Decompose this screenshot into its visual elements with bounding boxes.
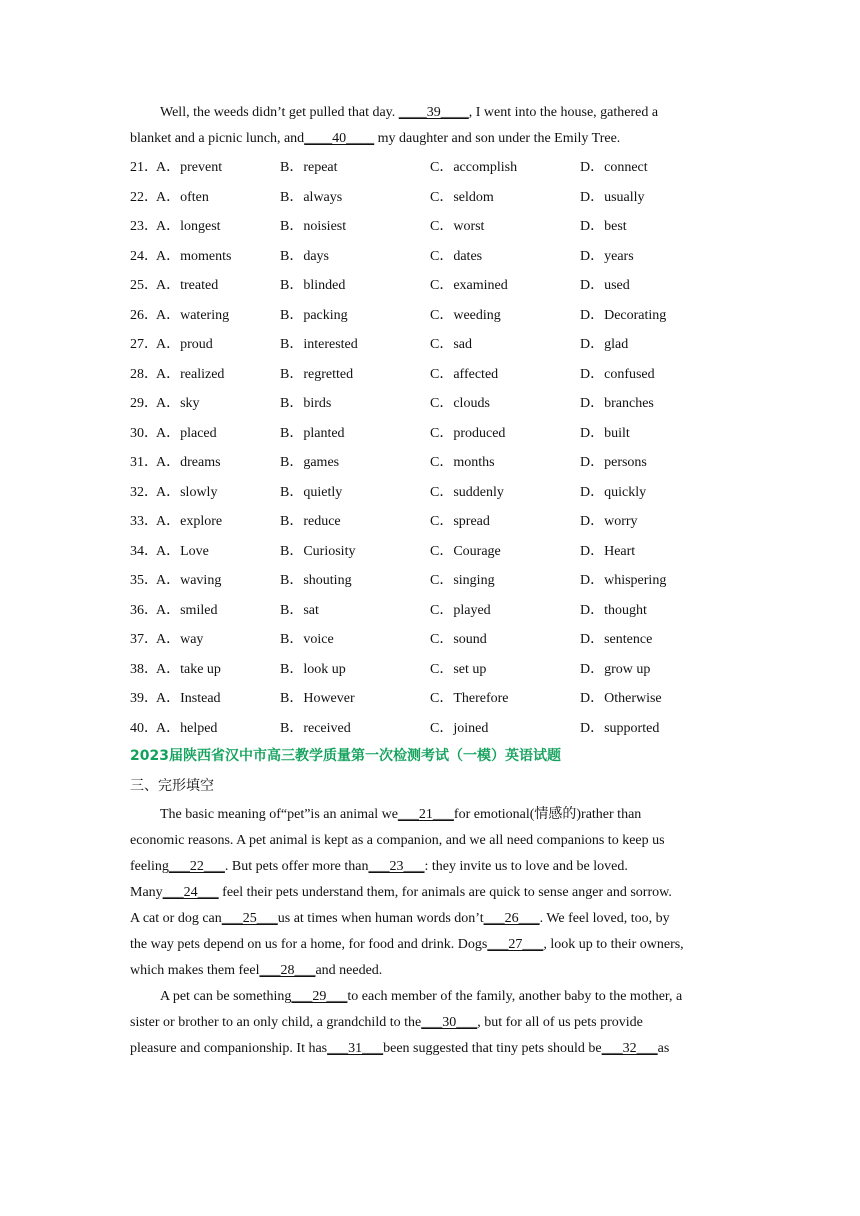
blank-27: ___27___ (487, 937, 544, 952)
option-row (130, 153, 730, 183)
option-c: C．dates (430, 248, 483, 264)
option-a: A．longest (156, 219, 221, 234)
text-span: , look up to their owners, (543, 937, 684, 952)
text-span: been suggested that tiny pets should be (383, 1041, 602, 1056)
blank-22: ___22___ (168, 859, 225, 874)
option-d: D．years (580, 248, 634, 264)
blank-28: ___28___ (259, 963, 316, 978)
option-c: C．suddenly (430, 484, 504, 500)
text-span: the way pets depend on us for a home, for food and drink. Dogs (130, 937, 488, 952)
option-c: C．sad (430, 337, 472, 352)
option-row (130, 448, 730, 478)
passage-line (130, 1036, 732, 1062)
option-c: C．played (430, 602, 491, 618)
option-a: A．explore (156, 514, 223, 529)
paragraph-line (130, 100, 732, 126)
option-row (130, 714, 730, 744)
option-row (130, 655, 730, 685)
question-number: 21． (130, 160, 158, 175)
option-c: C．months (430, 455, 495, 470)
option-d: D．usually (580, 189, 645, 205)
option-row (130, 242, 730, 272)
option-d: D．whispering (580, 573, 667, 588)
question-number: 40． (130, 720, 158, 736)
passage-line (130, 854, 732, 880)
option-a: A．smiled (156, 602, 218, 618)
passage-line (130, 984, 732, 1010)
blank-30: ___30___ (421, 1015, 478, 1030)
text-span: The basic meaning of“pet”is an animal we (160, 807, 398, 822)
option-b: B．However (280, 691, 355, 706)
option-row (130, 183, 730, 213)
text-span: as (657, 1041, 670, 1056)
option-a: A．treated (156, 278, 219, 293)
text-span: for emotional(情感的)rather than (453, 807, 642, 822)
option-c: C．set up (430, 661, 487, 677)
option-a: A．helped (156, 720, 218, 736)
option-b: B．games (280, 455, 340, 470)
blank-26: ___26___ (483, 911, 540, 926)
text-span: blanket and a picnic lunch, and (130, 131, 305, 146)
option-b: B．voice (280, 632, 334, 647)
question-number: 32． (130, 484, 158, 500)
option-d: D．Heart (580, 543, 636, 559)
option-c: C．joined (430, 720, 489, 736)
option-row (130, 330, 730, 360)
question-number: 29． (130, 396, 158, 411)
option-a: A．prevent (156, 160, 223, 175)
option-b: B．blinded (280, 278, 346, 293)
passage-line (130, 880, 732, 906)
option-row (130, 566, 730, 596)
blank-39: ____39____ (398, 105, 469, 120)
option-a: A．take up (156, 661, 221, 677)
text-span: Many (130, 885, 163, 900)
option-c: C．spread (430, 514, 490, 529)
option-d: D．supported (580, 720, 660, 736)
option-a: A．realized (156, 366, 225, 382)
option-d: D．worry (580, 514, 638, 529)
option-b: B．quietly (280, 484, 343, 500)
passage-line (130, 828, 732, 854)
option-row (130, 212, 730, 242)
option-c: C．accomplish (430, 160, 518, 175)
text-span: A cat or dog can (130, 911, 222, 926)
text-span: : they invite us to love and be loved. (424, 859, 628, 874)
option-b: B．planted (280, 425, 345, 441)
text-span: , but for all of us pets provide (477, 1015, 643, 1030)
text-span: feeling (130, 859, 169, 874)
question-number: 36． (130, 602, 158, 618)
cloze-passage (130, 802, 732, 1062)
option-d: D．best (580, 219, 627, 234)
top-paragraph (130, 100, 732, 152)
question-number: 35． (130, 573, 158, 588)
passage-line (130, 932, 732, 958)
text-span: and needed. (315, 963, 383, 978)
question-number: 22． (130, 189, 158, 205)
blank-25: ___25___ (221, 911, 278, 926)
option-c: C．affected (430, 366, 499, 382)
blank-31: ___31___ (327, 1041, 384, 1056)
option-row (130, 596, 730, 626)
question-number: 28． (130, 366, 158, 382)
option-a: A．slowly (156, 484, 218, 500)
option-d: D．grow up (580, 661, 651, 677)
option-c: C．clouds (430, 396, 490, 411)
option-b: B．days (280, 248, 329, 264)
option-row (130, 625, 730, 655)
text-span: to each member of the family, another baby to the mother, a (347, 989, 683, 1004)
question-number: 27． (130, 337, 158, 352)
option-c: C．Courage (430, 543, 501, 559)
option-b: B．always (280, 189, 343, 205)
text-span: . We feel loved, too, by (539, 911, 670, 926)
option-row (130, 360, 730, 390)
text-span: my daughter and son under the Emily Tree. (374, 131, 621, 146)
passage-line (130, 1010, 732, 1036)
option-b: B．shouting (280, 573, 352, 588)
option-b: B．sat (280, 602, 319, 618)
text-span: . But pets offer more than (224, 859, 369, 874)
question-number: 39． (130, 691, 158, 706)
option-a: A．proud (156, 337, 213, 352)
text-span: sister or brother to an only child, a grandchild to the (130, 1015, 422, 1030)
option-c: C．worst (430, 219, 485, 234)
question-number: 38． (130, 661, 158, 677)
option-d: D．built (580, 425, 630, 441)
option-d: D．sentence (580, 632, 653, 647)
option-d: D．confused (580, 366, 655, 382)
option-b: B．packing (280, 307, 348, 323)
text-span: us at times when human words don’t (277, 911, 484, 926)
text-span: which makes them feel (130, 963, 260, 978)
option-d: D．used (580, 278, 630, 293)
text-span: Well, the weeds didn’t get pulled that day. (160, 105, 399, 120)
option-c: C．produced (430, 425, 506, 441)
passage-line (130, 802, 732, 828)
option-a: A．watering (156, 307, 230, 323)
paragraph-line (130, 126, 732, 152)
blank-32: ___32___ (601, 1041, 658, 1056)
text-span: feel their pets understand them, for animals are quick to sense anger and sorrow. (218, 885, 672, 900)
option-row (130, 271, 730, 301)
option-c: C．examined (430, 278, 508, 293)
option-row (130, 389, 730, 419)
option-a: A．moments (156, 248, 232, 264)
text-span: pleasure and companionship. It has (130, 1041, 328, 1056)
option-row (130, 507, 730, 537)
question-number: 30． (130, 425, 158, 441)
option-c: C．singing (430, 573, 495, 588)
exam-title: 2023届陕西省汉中市高三教学质量第一次检测考试（一模）英语试题 (130, 748, 561, 764)
option-c: C．sound (430, 632, 487, 647)
passage-line (130, 958, 732, 984)
blank-29: ___29___ (291, 989, 348, 1004)
option-d: D．thought (580, 602, 647, 618)
option-row (130, 419, 730, 449)
option-b: B．reduce (280, 514, 341, 529)
option-b: B．interested (280, 337, 358, 352)
question-number: 34． (130, 543, 158, 559)
option-b: B．repeat (280, 160, 338, 175)
option-d: D．connect (580, 160, 648, 175)
option-d: D．branches (580, 396, 654, 411)
option-a: A．often (156, 189, 209, 205)
question-number: 26． (130, 307, 158, 323)
option-b: B．noisiest (280, 219, 347, 234)
option-b: B．birds (280, 396, 332, 411)
question-number: 33． (130, 514, 158, 529)
option-a: A．sky (156, 396, 200, 411)
option-row (130, 537, 730, 567)
option-row (130, 301, 730, 331)
option-row (130, 684, 730, 714)
option-c: C．Therefore (430, 691, 509, 706)
text-span: A pet can be something (160, 989, 292, 1004)
question-number: 23． (130, 219, 158, 234)
options-list (130, 153, 730, 743)
option-a: A．way (156, 632, 204, 647)
blank-24: ___24___ (162, 885, 219, 900)
question-number: 37． (130, 632, 158, 647)
option-a: A．placed (156, 425, 217, 441)
option-b: B．regretted (280, 366, 354, 382)
option-a: A．waving (156, 573, 222, 588)
option-a: A．Instead (156, 691, 221, 706)
question-number: 25． (130, 278, 158, 293)
text-span: economic reasons. A pet animal is kept as a companion, and we all need companions to keep us (130, 833, 665, 848)
option-c: C．seldom (430, 189, 494, 205)
option-b: B．look up (280, 661, 346, 677)
option-b: B．Curiosity (280, 543, 356, 559)
option-b: B．received (280, 720, 351, 736)
text-span: , I went into the house, gathered a (468, 105, 659, 120)
option-a: A．dreams (156, 455, 221, 470)
option-d: D．Otherwise (580, 691, 662, 706)
option-a: A．Love (156, 543, 209, 559)
option-d: D．quickly (580, 484, 647, 500)
passage-line (130, 906, 732, 932)
option-c: C．weeding (430, 307, 501, 323)
section-heading: 三、完形填空 (130, 778, 214, 794)
option-d: D．persons (580, 455, 647, 470)
option-d: D．glad (580, 337, 629, 352)
blank-21: ___21___ (397, 807, 454, 822)
blank-23: ___23___ (368, 859, 425, 874)
question-number: 24． (130, 248, 158, 264)
question-number: 31． (130, 455, 158, 470)
option-d: D．Decorating (580, 307, 667, 323)
blank-40: ____40____ (304, 131, 375, 146)
option-row (130, 478, 730, 508)
